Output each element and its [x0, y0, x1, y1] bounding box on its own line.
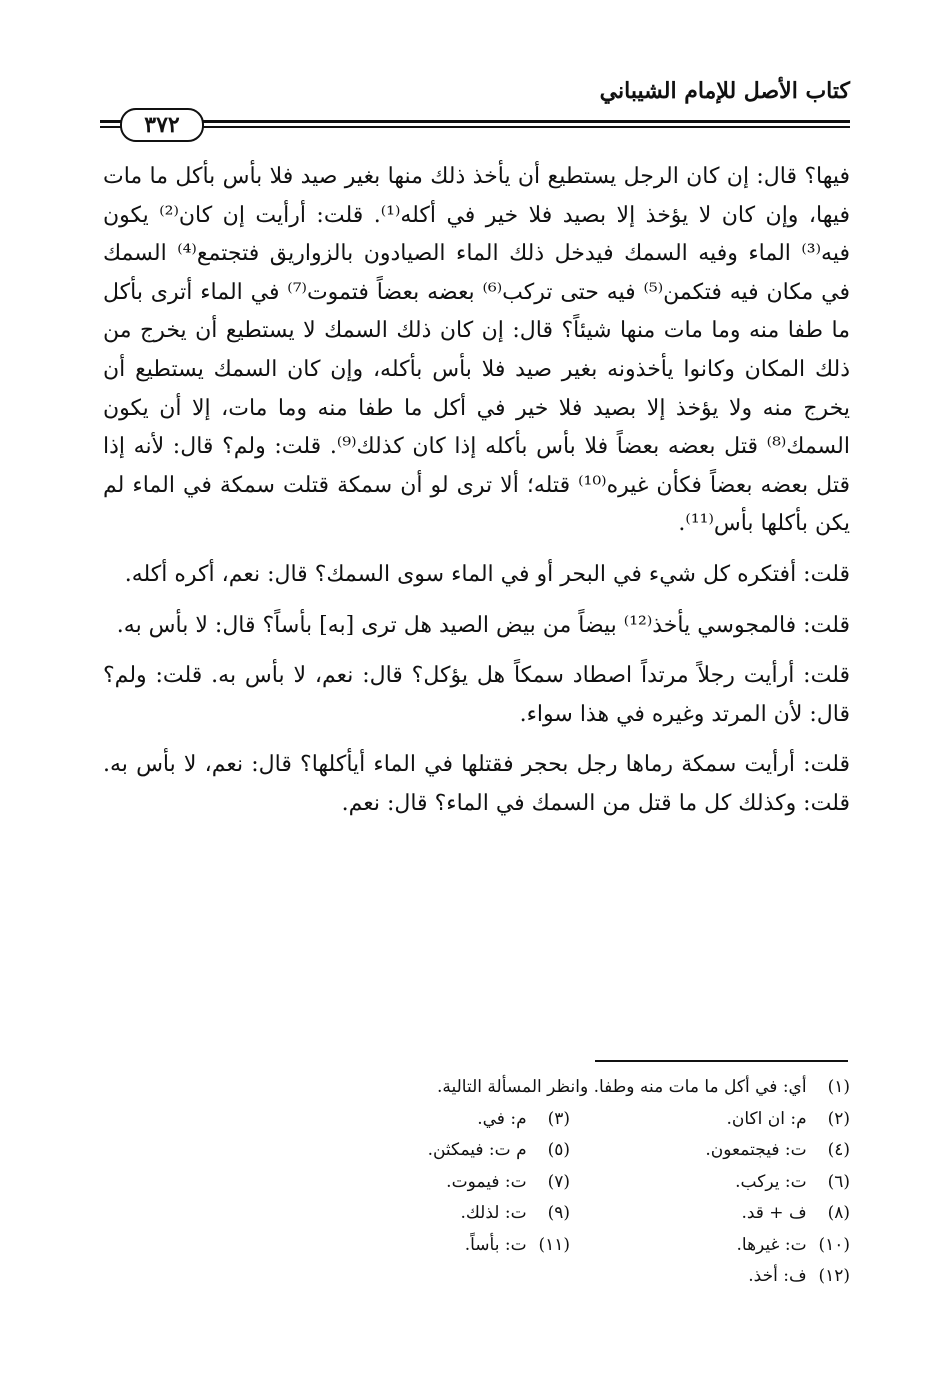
footnote-number: (٣) — [547, 1108, 570, 1129]
footnote-text: ت: بأساً. — [464, 1234, 527, 1255]
footnote-item — [290, 1167, 570, 1199]
paragraph: قلت: أرأيت سمكة رماها رجل بحجر فقتلها في الماء أيأكلها؟ قال: نعم، لا بأس به. قلت: وكذلك كل ما قتل من السمك في الماء؟ قال: نعم. — [103, 752, 850, 816]
footnote-number: (١٠) — [818, 1234, 850, 1255]
footnote-text: ف: أخذ. — [748, 1266, 807, 1286]
footnotes — [290, 1072, 850, 1293]
paragraph: قلت: فالمجوسي يأخذ⁽¹²⁾ بيضاً من بيض الصيد هل ترى [به] بأساً؟ قال: لا بأس به. — [116, 612, 850, 638]
footnote-text: ف + قد. — [741, 1203, 807, 1223]
footnote-item — [290, 1104, 570, 1136]
footnote-row — [290, 1167, 850, 1199]
footnote-row — [290, 1198, 850, 1230]
footnote-text: ت: لذلك. — [460, 1203, 527, 1223]
page-number: ٣٧٢ — [120, 108, 204, 142]
footnote-item — [570, 1261, 850, 1293]
footnote-item — [570, 1104, 850, 1136]
footnote-row — [290, 1261, 850, 1293]
footnote-text: ت: فيجتمعون. — [705, 1140, 807, 1160]
paragraph: قلت: أفتكره كل شيء في البحر أو في الماء سوى السمك؟ قال: نعم، أكره أكله. — [124, 561, 850, 587]
footnote-text: أي: في أكل ما مات منه وطفا. وانظر المسألة التالية. — [436, 1077, 807, 1097]
footnote-item — [570, 1135, 850, 1167]
paragraph: فيها؟ قال: إن كان الرجل يستطيع أن يأخذ ذلك منها بغير صيد فلا بأس بأكل ما مات فيها، وإن كان لا يؤخذ إلا بصيد فلا خير في أكله⁽¹⁾. قلت: أرأيت إن كان⁽²⁾ يكون فيه⁽³⁾ الماء وفيه السمك فيدخل ذلك الماء الصيادون بالزواريق فتجتمع⁽⁴⁾ السمك في مكان فيه فتكمن⁽⁵⁾ فيه حتى تركب⁽⁶⁾ بعضه بعضاً فتموت⁽⁷⁾ في الماء أترى بأكل ما طفا منه وما مات منها شيئاً؟ قال: إن كان ذلك السمك لا يستطيع أن يخرج من ذلك المكان وكانوا يأخذونه بغير صيد فلا بأس بأكله، وإن كان السمك يستطيع أن يخرج منه ولا يؤخذ إلا بصيد فلا خير في أكل ما طفا منه وما مات، إلا أن يكون السمك⁽⁸⁾ قتل بعضه بعضاً فلا بأس بأكله إذا كان كذلك⁽⁹⁾. قلت: ولم؟ قال: لأنه إذا قتل بعضه بعضاً فكأن غيره⁽¹⁰⁾ قتله؛ ألا ترى لو أن سمكة قتلت سمكة في الماء لم يكن بأكلها بأس⁽¹¹⁾. — [103, 164, 851, 537]
header-rule-thin — [100, 126, 850, 128]
footnote-row — [290, 1072, 850, 1104]
page-header — [100, 78, 850, 138]
main-text — [103, 158, 850, 824]
footnote-item — [570, 1167, 850, 1199]
footnote-number: (٢) — [827, 1108, 850, 1129]
header-rule — [100, 120, 850, 123]
footnote-item — [290, 1198, 570, 1230]
footnote-number: (٨) — [827, 1203, 850, 1223]
footnote-text: ت: فيموت. — [446, 1171, 527, 1192]
footnote-item — [290, 1072, 850, 1104]
footnote-row — [290, 1230, 850, 1262]
footnote-item — [290, 1135, 570, 1167]
footnote-text: ت: غيرها. — [736, 1234, 807, 1255]
footnote-separator — [595, 1060, 848, 1062]
footnote-number: (١٢) — [818, 1266, 850, 1286]
footnote-number: (١) — [827, 1077, 850, 1097]
paragraph: قلت: أرأيت رجلاً مرتداً اصطاد سمكاً هل يؤكل؟ قال: نعم، لا بأس به. قلت: ولم؟ قال: لأن المرتد وغيره في هذا سواء. — [103, 663, 850, 727]
footnote-number: (٥) — [547, 1140, 570, 1160]
footnote-text: ت: يركب. — [735, 1171, 807, 1192]
footnote-item — [570, 1230, 850, 1262]
footnote-item — [290, 1230, 570, 1262]
footnote-text: م: ان اكان. — [726, 1108, 807, 1129]
footnote-text: م ت: فيمكثن. — [427, 1140, 527, 1160]
footnote-number: (١١) — [538, 1234, 570, 1255]
footnote-row — [290, 1104, 850, 1136]
footnote-number: (٤) — [827, 1140, 850, 1160]
book-title: كتاب الأصل للإمام الشيباني — [599, 78, 850, 104]
footnote-item — [570, 1198, 850, 1230]
footnote-number: (٩) — [547, 1203, 570, 1223]
footnote-number: (٦) — [827, 1171, 850, 1192]
footnote-number: (٧) — [547, 1171, 570, 1192]
footnote-text: م: في. — [477, 1108, 527, 1129]
footnote-row — [290, 1135, 850, 1167]
